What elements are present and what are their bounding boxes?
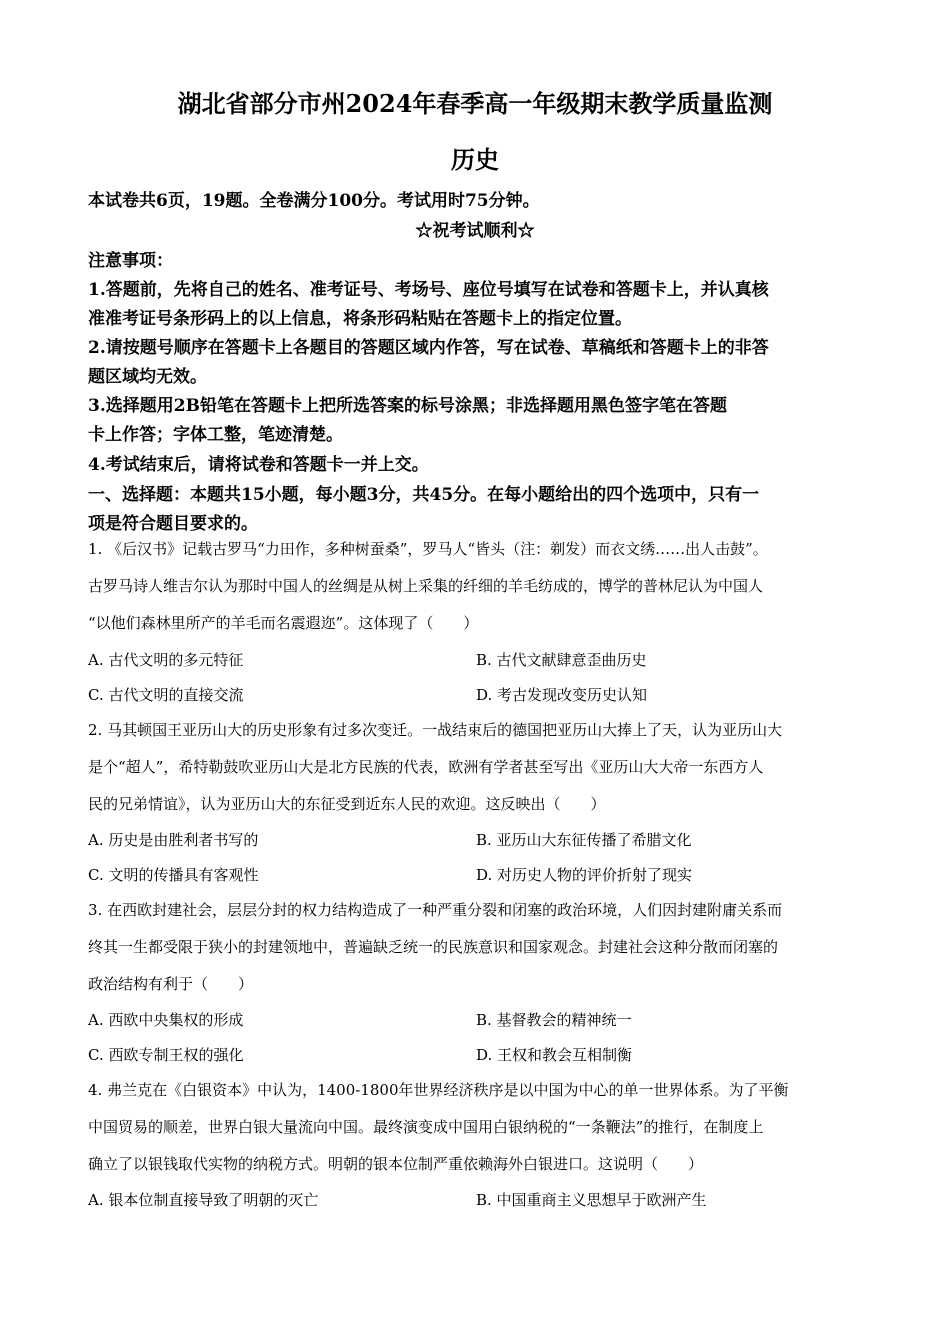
question-3-line: 政治结构有利于（ ） [88,975,254,993]
question-3-option-d: D. 王权和教会互相制衡 [476,1046,633,1064]
question-4-option-b: B. 中国重商主义思想早于欧洲产生 [476,1191,707,1209]
question-1-option-a: A. 古代文明的多元特征 [88,651,244,669]
exam-title: 湖北省部分市州2024年春季高一年级期末教学质量监测 [177,89,773,118]
notice-heading: 注意事项： [88,251,173,271]
question-4-line: 4. 弗兰克在《白银资本》中认为，1400-1800年世界经济秩序是以中国为中心的单一世界体系。为了平衡 [88,1081,789,1099]
subject-title: 历史 [451,145,499,174]
question-1-option-b: B. 古代文献肆意歪曲历史 [476,651,647,669]
question-2-option-d: D. 对历史人物的评价折射了现实 [476,866,693,884]
question-3-line: 3. 在西欧封建社会，层层分封的权力结构造成了一种严重分裂和闭塞的政治环境，人们因封建附庸关系而 [88,901,783,919]
notice-line: 4.考试结束后，请将试卷和答题卡一并上交。 [88,455,429,475]
section-heading: 一、选择题：本题共15小题，每小题3分，共45分。在每小题给出的四个选项中，只有一 [88,485,760,505]
question-2-option-b: B. 亚历山大东征传播了希腊文化 [476,831,692,849]
question-2-line: 2. 马其顿国王亚历山大的历史形象有过多次变迁。一战结束后的德国把亚历山大捧上了天，认为亚历山大 [88,721,783,739]
question-3-option-b: B. 基督教会的精神统一 [476,1011,632,1029]
question-1-line: “以他们森林里所产的羊毛而名震遐迩”。这体现了（ ） [88,614,479,632]
question-4-line: 中国贸易的顺差，世界白银大量流向中国。最终演变成中国用白银纳税的“一条鞭法”的推行，在制度上 [88,1118,764,1136]
notice-line: 卡上作答；字体工整，笔迹清楚。 [88,425,343,445]
question-1-option-c: C. 古代文明的直接交流 [88,686,244,704]
good-luck-wish: ☆祝考试顺利☆ [415,221,535,241]
question-3-option-a: A. 西欧中央集权的形成 [88,1011,244,1029]
question-1-option-d: D. 考古发现改变历史认知 [476,686,648,704]
section-heading: 项是符合题目要求的。 [88,514,258,534]
question-1-line: 古罗马诗人维吉尔认为那时中国人的丝绸是从树上采集的纤细的羊毛纺成的，博学的普林尼认为中国人 [88,577,764,595]
question-2-option-c: C. 文明的传播具有客观性 [88,866,259,884]
question-2-line: 是个“超人”，希特勒鼓吹亚历山大是北方民族的代表，欧洲有学者甚至写出《亚历山大大帝一东西方人 [88,758,764,776]
question-2-line: 民的兄弟情谊》，认为亚历山大的东征受到近东人民的欢迎。这反映出（ ） [88,795,606,813]
question-2-option-a: A. 历史是由胜利者书写的 [88,831,259,849]
question-3-option-c: C. 西欧专制王权的强化 [88,1046,244,1064]
question-1-line: 1. 《后汉书》记载古罗马“力田作，多种树蚕桑”，罗马人“皆头（注：剃发）而衣文绣……出人击鼓”。 [88,540,768,558]
question-4-option-a: A. 银本位制直接导致了明朝的灭亡 [88,1191,319,1209]
notice-line: 准准考证号条形码上的以上信息，将条形码粘贴在答题卡上的指定位置。 [88,309,632,329]
notice-line: 题区域均无效。 [88,367,207,387]
exam-info: 本试卷共6页，19题。全卷满分100分。考试用时75分钟。 [88,191,540,211]
question-4-line: 确立了以银钱取代实物的纳税方式。明朝的银本位制严重依赖海外白银进口。这说明（ ） [88,1155,704,1173]
notice-line: 3.选择题用2B铅笔在答题卡上把所选答案的标号涂黑；非选择题用黑色签字笔在答题 [88,396,727,416]
notice-line: 1.答题前，先将自己的姓名、准考证号、考场号、座位号填写在试卷和答题卡上，并认真核 [88,280,769,300]
notice-line: 2.请按题号顺序在答题卡上各题目的答题区域内作答，写在试卷、草稿纸和答题卡上的非答 [88,338,769,358]
question-3-line: 终其一生都受限于狭小的封建领地中，普遍缺乏统一的民族意识和国家观念。封建社会这种分散而闭塞的 [88,938,779,956]
